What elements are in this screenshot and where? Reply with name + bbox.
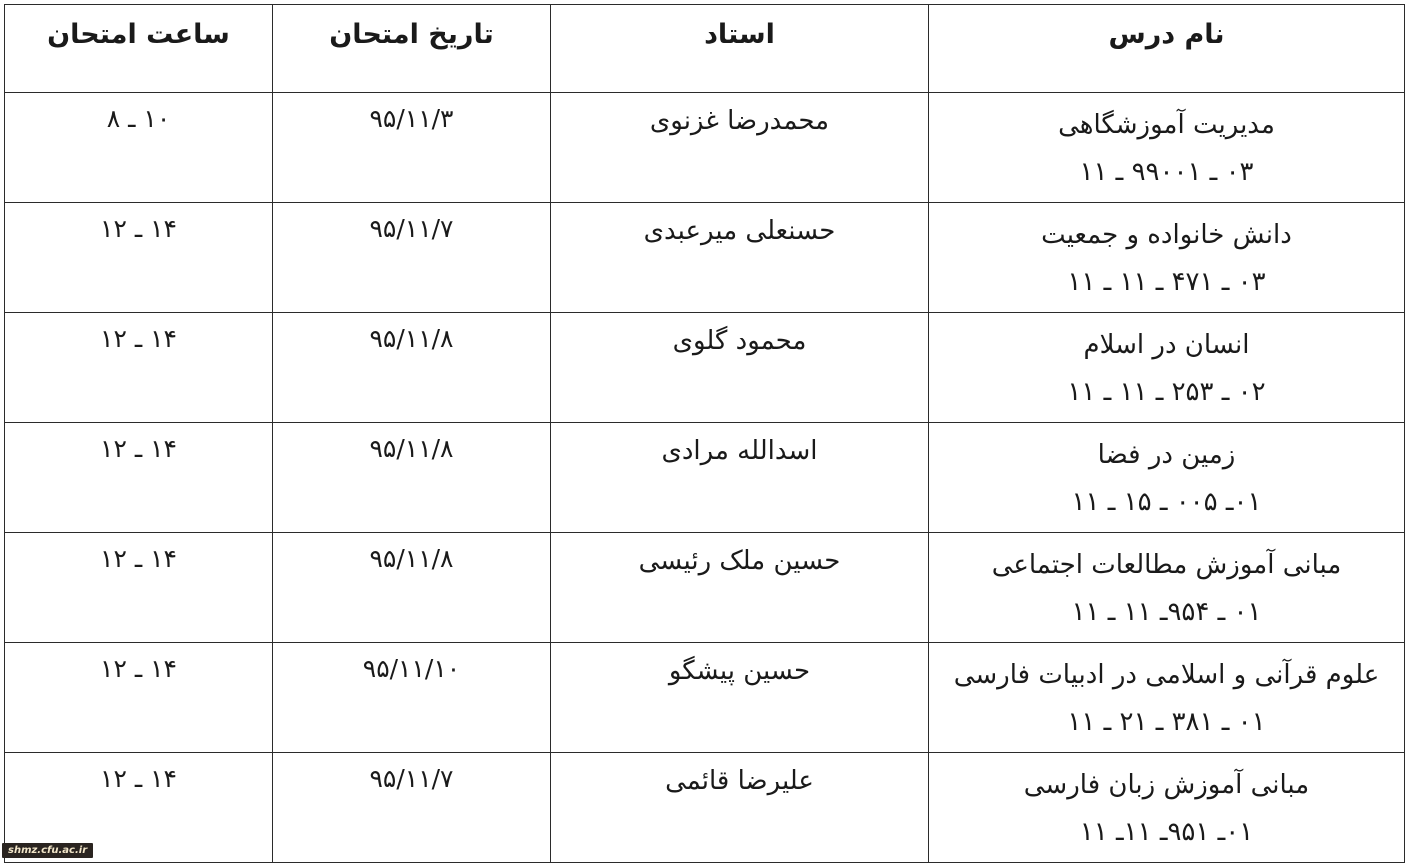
header-time: ساعت امتحان — [5, 5, 273, 93]
course-code: ۰۱ ـ ۳۸۱ ـ ۲۱ ـ ۱۱ — [1067, 707, 1266, 737]
header-row — [5, 5, 1405, 93]
date-cell — [273, 93, 551, 203]
header-date: تاریخ امتحان — [273, 5, 551, 93]
teacher-cell — [551, 533, 929, 643]
course-cell — [929, 753, 1405, 863]
course-name: علوم قرآنی و اسلامی در ادبیات فارسی — [953, 660, 1380, 690]
course-name: دانش خانواده و جمعیت — [1041, 220, 1292, 250]
table-row — [5, 93, 1405, 203]
exam-date: ۹۵/۱۱/۷ — [369, 214, 454, 243]
teacher-name: اسدالله مرادی — [661, 436, 818, 466]
time-cell — [5, 203, 273, 313]
exam-time: ۱۴ ـ ۱۲ — [100, 764, 177, 793]
time-cell — [5, 313, 273, 423]
course-name: زمین در فضا — [1097, 440, 1236, 470]
exam-time: ۱۴ ـ ۱۲ — [100, 434, 177, 463]
date-cell — [273, 423, 551, 533]
teacher-name: محمدرضا غزنوی — [649, 106, 830, 136]
time-cell — [5, 643, 273, 753]
time-cell — [5, 93, 273, 203]
course-name: مدیریت آموزشگاهی — [1058, 110, 1275, 140]
teacher-name: حسین ملک رئیسی — [638, 546, 841, 576]
exam-date: ۹۵/۱۱/۸ — [369, 544, 454, 573]
source-watermark: shmz.cfu.ac.ir — [2, 843, 93, 858]
date-cell — [273, 753, 551, 863]
table-row — [5, 753, 1405, 863]
table-row — [5, 313, 1405, 423]
course-name: مبانی آموزش زبان فارسی — [1023, 770, 1310, 800]
course-code: ۰۱ـ ۰۰۵ ـ ۱۵ ـ ۱۱ — [1071, 487, 1262, 517]
course-cell — [929, 423, 1405, 533]
course-code: ۰۱ـ ۹۵۱ـ ۱۱ـ ۱۱ — [1079, 817, 1254, 847]
exam-time: ۱۴ ـ ۱۲ — [100, 544, 177, 573]
exam-time: ۱۴ ـ ۱۲ — [100, 324, 177, 353]
date-cell — [273, 313, 551, 423]
time-cell — [5, 533, 273, 643]
table-row — [5, 423, 1405, 533]
exam-time: ۱۴ ـ ۱۲ — [100, 214, 177, 243]
teacher-cell — [551, 753, 929, 863]
course-cell — [929, 533, 1405, 643]
exam-time: ۱۰ ـ ۸ — [106, 104, 171, 133]
exam-schedule-table — [4, 4, 1405, 863]
course-cell — [929, 203, 1405, 313]
teacher-cell — [551, 203, 929, 313]
header-course: نام درس — [929, 5, 1405, 93]
course-cell — [929, 313, 1405, 423]
teacher-cell — [551, 643, 929, 753]
course-name: مبانی آموزش مطالعات اجتماعی — [991, 550, 1342, 580]
date-cell — [273, 533, 551, 643]
exam-date: ۹۵/۱۱/۷ — [369, 764, 454, 793]
course-cell — [929, 93, 1405, 203]
course-code: ۰۳ ـ ۴۷۱ ـ ۱۱ ـ ۱۱ — [1067, 267, 1266, 297]
exam-date: ۹۵/۱۱/۸ — [369, 324, 454, 353]
date-cell — [273, 643, 551, 753]
date-cell — [273, 203, 551, 313]
table-row — [5, 533, 1405, 643]
table-row — [5, 203, 1405, 313]
teacher-cell — [551, 313, 929, 423]
table-row — [5, 643, 1405, 753]
exam-date: ۹۵/۱۱/۸ — [369, 434, 454, 463]
course-code: ۰۲ ـ ۲۵۳ ـ ۱۱ ـ ۱۱ — [1067, 377, 1266, 407]
course-cell — [929, 643, 1405, 753]
teacher-name: علیرضا قائمی — [665, 766, 814, 796]
exam-time: ۱۴ ـ ۱۲ — [100, 654, 177, 683]
teacher-cell — [551, 93, 929, 203]
course-code: ۰۱ ـ ۹۵۴ـ ۱۱ ـ ۱۱ — [1071, 597, 1262, 627]
teacher-name: حسین پیشگو — [668, 656, 811, 686]
course-name: انسان در اسلام — [1083, 330, 1250, 360]
teacher-cell — [551, 423, 929, 533]
exam-date: ۹۵/۱۱/۳ — [369, 104, 454, 133]
header-teacher: استاد — [551, 5, 929, 93]
teacher-name: حسنعلی میرعبدی — [643, 216, 836, 246]
course-code: ۰۳ ـ ۹۹۰۰۱ ـ ۱۱ — [1079, 157, 1254, 187]
teacher-name: محمود گلوی — [672, 326, 807, 356]
exam-date: ۹۵/۱۱/۱۰ — [362, 654, 461, 683]
time-cell — [5, 423, 273, 533]
